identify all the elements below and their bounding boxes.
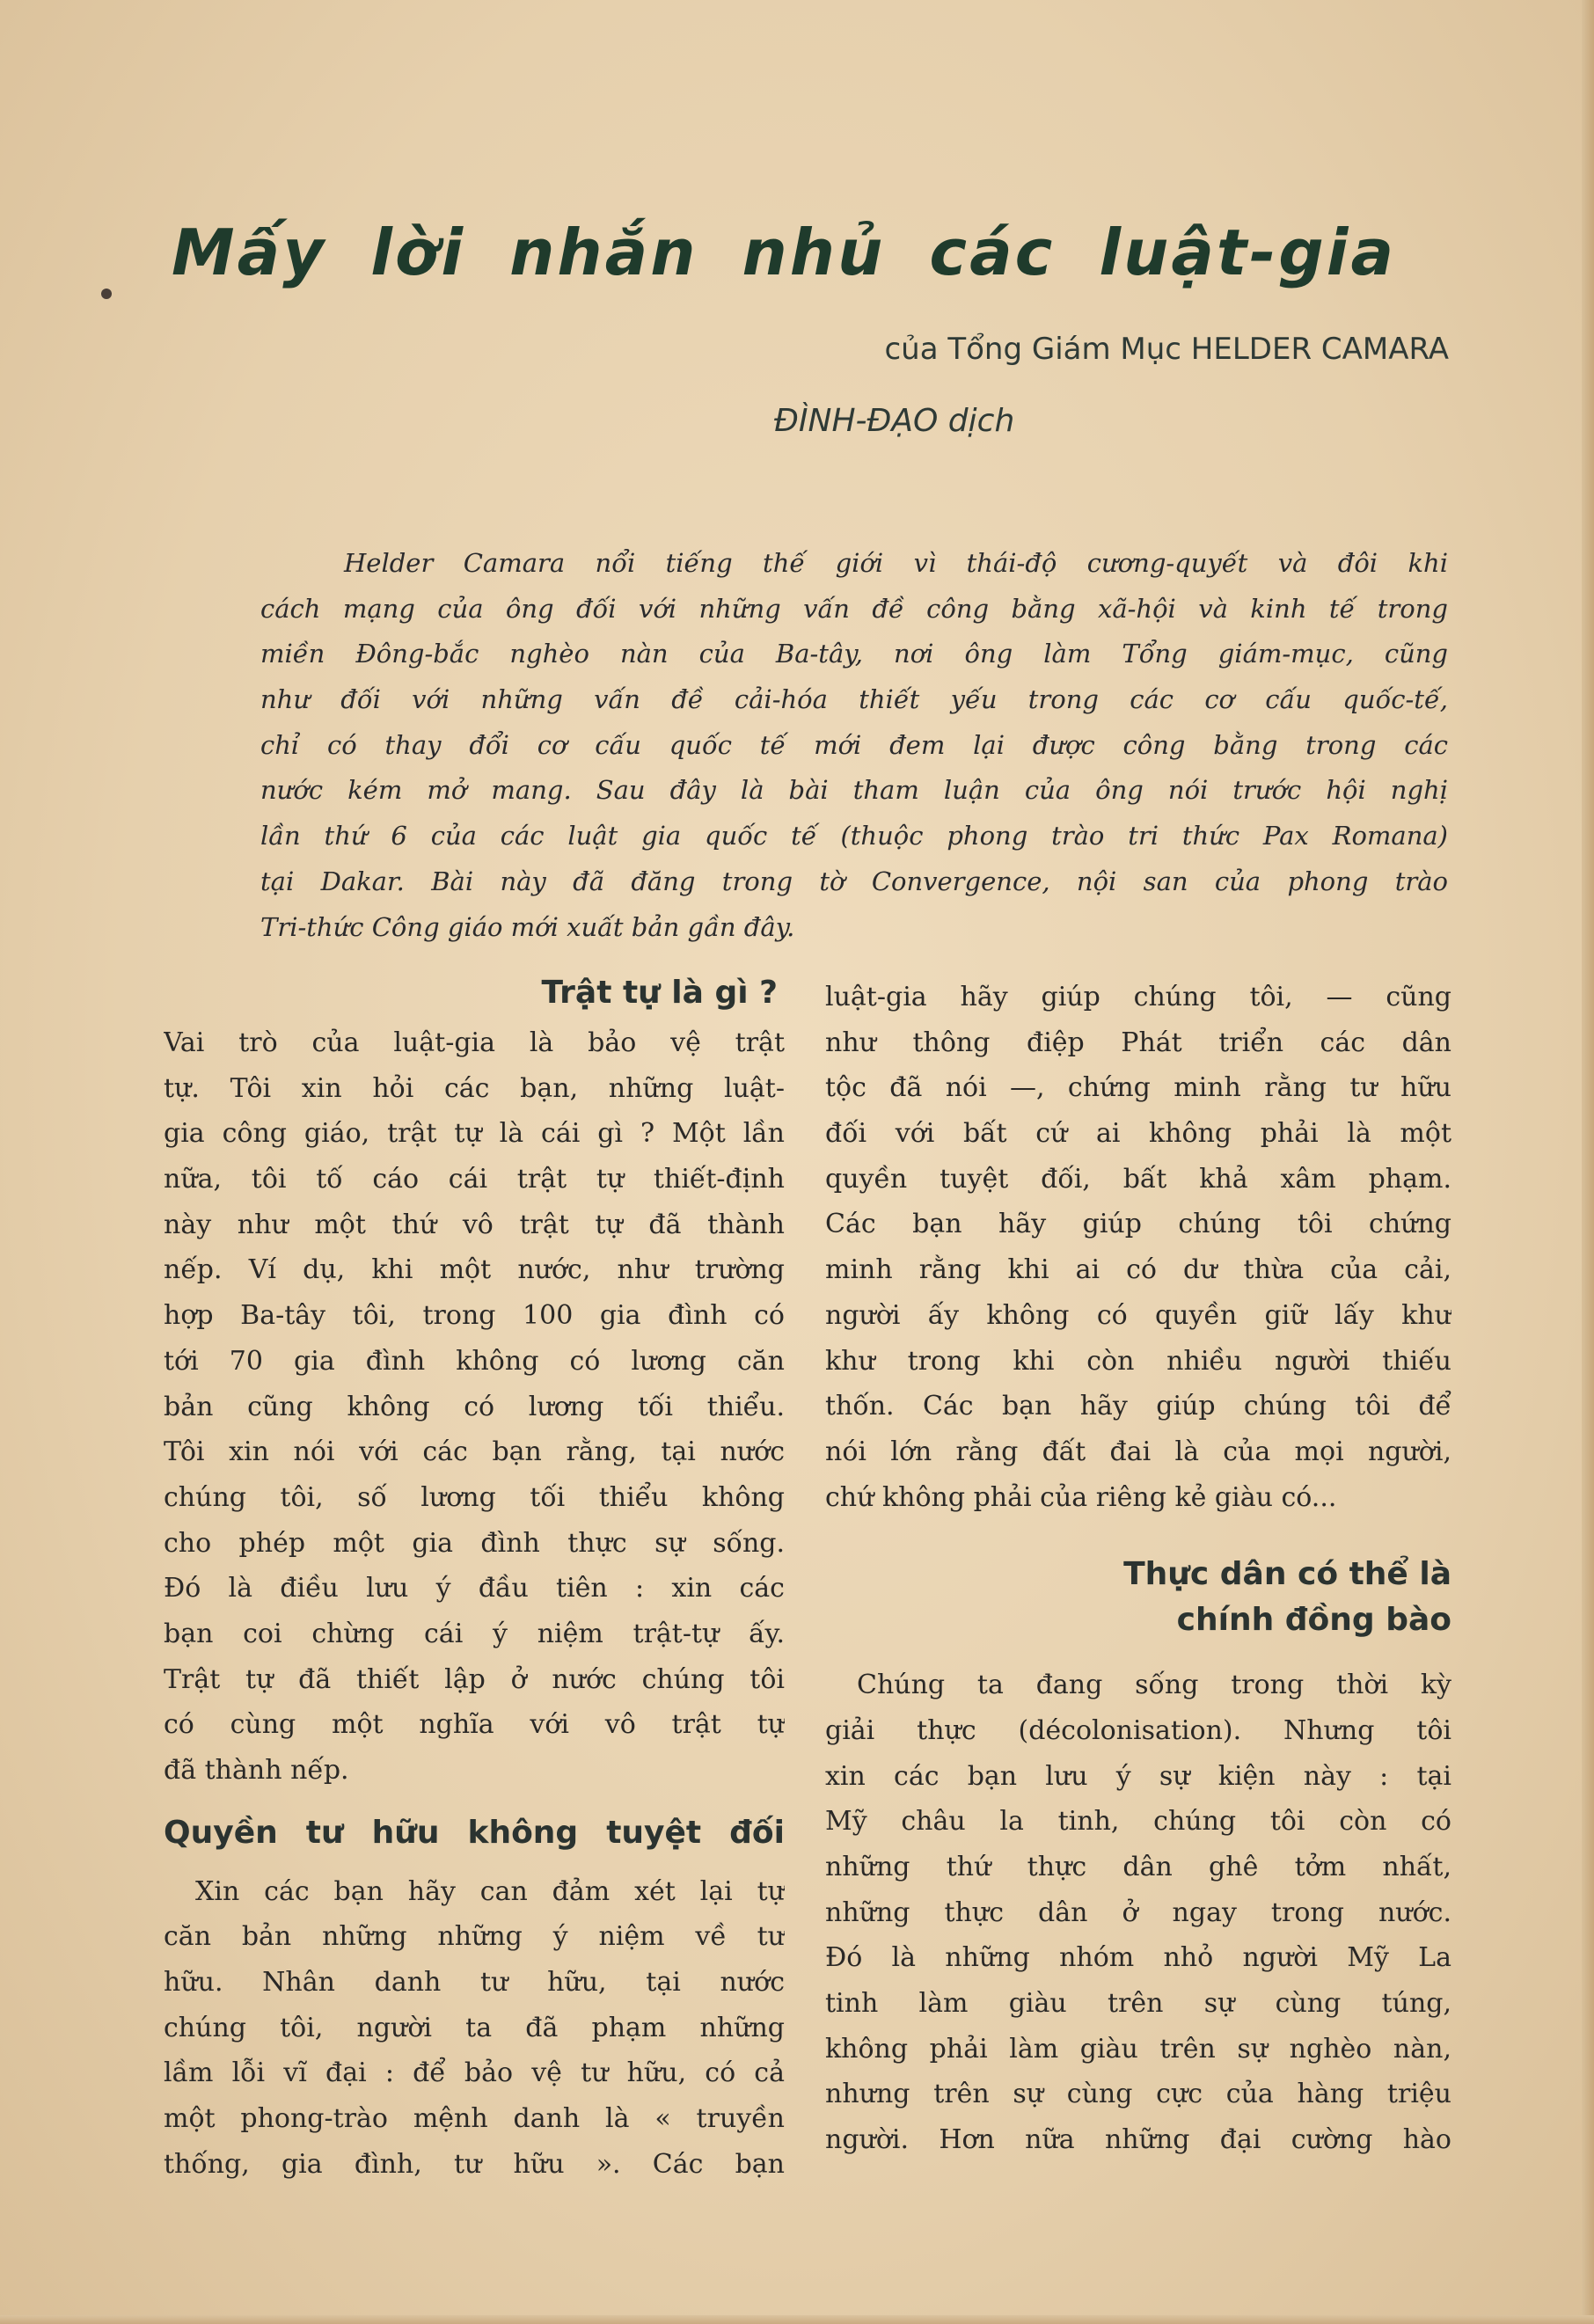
- text-line: Mỹ châu la tinh, chúng tôi còn có: [825, 1806, 1451, 1838]
- section-heading-line: Thực dân có thể là: [1123, 1556, 1451, 1593]
- intro-line: cách mạng của ông đối với những vấn đề công bằng xã-hội và kinh tế trong: [260, 593, 1448, 624]
- section-heading-quyen-tu-huu: Quyền tư hữu không tuyệt đối: [164, 1814, 785, 1851]
- text-line: luật-gia hãy giúp chúng tôi, — cũng: [825, 982, 1451, 1012]
- section-heading-thuc-dan: [825, 1552, 1451, 1643]
- intro-line: lần thứ 6 của các luật gia quốc tế (thuộc phong trào tri thức Pax Romana): [260, 821, 1448, 851]
- text-line: đã thành nếp.: [164, 1755, 349, 1786]
- article-translator: ĐÌNH-ĐẠO dịch: [774, 403, 1015, 439]
- text-line: tộc đã nói —, chứng minh rằng tư hữu: [825, 1072, 1451, 1104]
- text-line: Vai trò của luật-gia là bảo vệ trật: [164, 1027, 785, 1058]
- text-line: những thực dân ở ngay trong nước.: [825, 1896, 1451, 1928]
- text-line: xin các bạn lưu ý sự kiện này : tại: [825, 1760, 1451, 1792]
- text-line: thốn. Các bạn hãy giúp chúng tôi để: [825, 1391, 1451, 1422]
- paragraph-trat-tu: [164, 1020, 785, 1794]
- text-line: không phải làm giàu trên sự nghèo nàn,: [825, 2033, 1451, 2065]
- text-line: gia công giáo, trật tự là cái gì ? Một lần: [164, 1118, 785, 1150]
- text-line: tới 70 gia đình không có lương căn: [164, 1345, 785, 1377]
- page-edge-right: [1582, 0, 1594, 2324]
- article-byline: của Tổng Giám Mục HELDER CAMARA: [884, 332, 1449, 367]
- text-line: lầm lỗi vĩ đại : để bảo vệ tư hữu, có cả: [164, 2057, 785, 2089]
- text-line: tự. Tôi xin hỏi các bạn, những luật-: [164, 1072, 785, 1104]
- text-line: Đó là điều lưu ý đầu tiên : xin các: [164, 1573, 785, 1604]
- intro-line: miền Đông-bắc nghèo nàn của Ba-tây, nơi ông làm Tổng giám-mục, cũng: [260, 639, 1448, 669]
- text-line: nhưng trên sự cùng cực của hàng triệu: [825, 2079, 1451, 2110]
- section-heading-trat-tu: Trật tự là gì ?: [541, 975, 778, 1011]
- text-line: nói lớn rằng đất đai là của mọi người,: [825, 1436, 1451, 1467]
- text-line: đối với bất cứ ai không phải là một: [825, 1118, 1451, 1150]
- section-heading-line: chính đồng bào: [1176, 1602, 1451, 1639]
- text-line: Trật tự đã thiết lập ở nước chúng tôi: [164, 1663, 785, 1695]
- text-line: hữu. Nhân danh tư hữu, tại nước: [164, 1967, 785, 1999]
- text-line: chúng tôi, người ta đã phạm những: [164, 2012, 785, 2043]
- text-line: những thứ thực dân ghê tởm nhất,: [825, 1852, 1451, 1882]
- text-line: Chúng ta đang sống trong thời kỳ: [857, 1670, 1451, 1701]
- intro-line: Tri-thức Công giáo mới xuất bản gần đây.: [260, 911, 795, 942]
- text-line: bản cũng không có lương tối thiểu.: [164, 1391, 785, 1422]
- paragraph-thuc-dan: [825, 1663, 1451, 2163]
- text-line: có cùng một nghĩa với vô trật tự: [164, 1709, 785, 1741]
- left-column: [164, 966, 785, 2188]
- article-title: Mấy lời nhắn nhủ các luật-gia: [172, 216, 1397, 289]
- text-line: nữa, tôi tố cáo cái trật tự thiết-định: [164, 1164, 785, 1195]
- text-line: người. Hơn nữa những đại cường hào: [825, 2124, 1451, 2156]
- intro-paragraph: [260, 541, 1448, 950]
- text-line: này như một thứ vô trật tự đã thành: [164, 1209, 785, 1240]
- text-line: bạn coi chừng cái ý niệm trật-tự ấy.: [164, 1618, 785, 1649]
- text-line: quyền tuyệt đối, bất khả xâm phạm.: [825, 1163, 1451, 1195]
- text-line: giải thực (décolonisation). Nhưng tôi: [825, 1714, 1451, 1746]
- text-line: căn bản những những ý niệm về tư: [164, 1921, 785, 1953]
- text-line: chứ không phải của riêng kẻ giàu có...: [825, 1481, 1337, 1513]
- text-line: hợp Ba-tây tôi, trong 100 gia đình có: [164, 1300, 785, 1332]
- text-line: như thông điệp Phát triển các dân: [825, 1027, 1451, 1058]
- text-line: chúng tôi, số lương tối thiểu không: [164, 1481, 785, 1513]
- text-line: người ấy không có quyền giữ lấy khư: [825, 1299, 1451, 1331]
- text-line: một phong-trào mệnh danh là « truyền: [164, 2103, 785, 2135]
- text-line: Tôi xin nói với các bạn rằng, tại nước: [164, 1436, 785, 1468]
- page-edge-bottom: [0, 2315, 1594, 2324]
- text-line: khư trong khi còn nhiều người thiếu: [825, 1345, 1451, 1377]
- text-line: Đó là những nhóm nhỏ người Mỹ La: [825, 1942, 1451, 1974]
- intro-line: chỉ có thay đổi cơ cấu quốc tế mới đem lại được công bằng trong các: [260, 729, 1448, 760]
- text-line: Xin các bạn hãy can đảm xét lại tự: [195, 1875, 785, 1907]
- intro-line: như đối với những vấn đề cải-hóa thiết yếu trong các cơ cấu quốc-tế,: [260, 684, 1448, 715]
- text-line: Các bạn hãy giúp chúng tôi chứng: [825, 1209, 1451, 1240]
- text-line: tinh làm giàu trên sự cùng túng,: [825, 1988, 1451, 2020]
- text-line: cho phép một gia đình thực sự sống.: [164, 1527, 785, 1559]
- text-line: nếp. Ví dụ, khi một nước, như trường: [164, 1254, 785, 1286]
- paragraph-luat-gia: [825, 975, 1451, 1520]
- margin-dot: [101, 289, 112, 299]
- text-line: minh rằng khi ai có dư thừa của cải,: [825, 1254, 1451, 1286]
- right-column: [825, 975, 1451, 2163]
- intro-line: tại Dakar. Bài này đã đăng trong tờ Convergence, nội san của phong trào: [260, 866, 1448, 896]
- intro-line: Helder Camara nổi tiếng thế giới vì thái-độ cương-quyết và đôi khi: [344, 548, 1448, 578]
- intro-line: nước kém mở mang. Sau đây là bài tham luận của ông nói trước hội nghị: [260, 775, 1448, 806]
- text-line: thống, gia đình, tư hữu ». Các bạn: [164, 2148, 785, 2180]
- paragraph-quyen-tu-huu: [164, 1869, 785, 2188]
